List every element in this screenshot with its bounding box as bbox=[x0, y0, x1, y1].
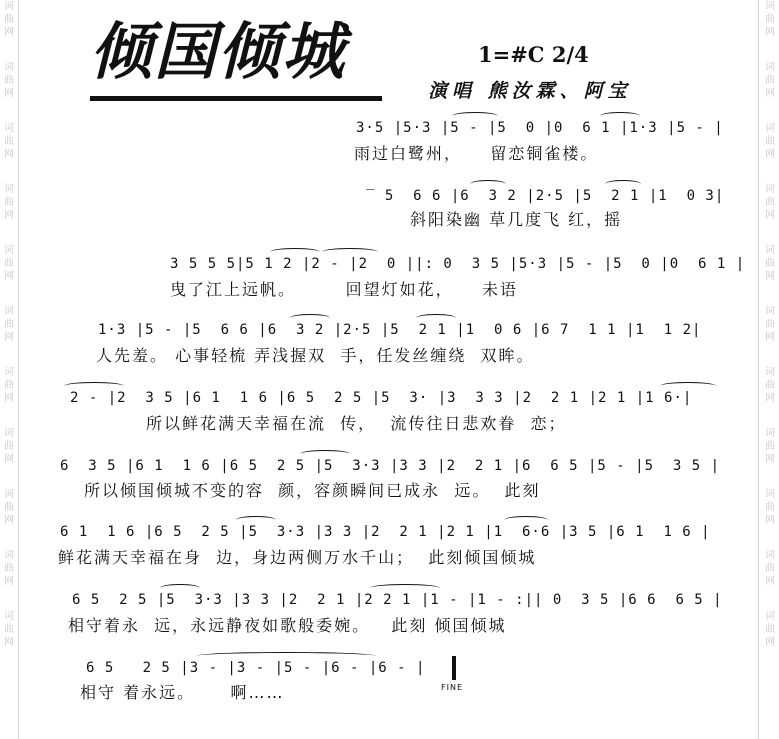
watermark-char: 曲 bbox=[4, 14, 14, 25]
watermark-char: 词 bbox=[765, 367, 775, 378]
watermark-char: 曲 bbox=[765, 502, 775, 513]
right-border-line bbox=[758, 0, 759, 739]
watermark-char: 网 bbox=[4, 27, 14, 38]
watermark-char: 词 bbox=[4, 123, 14, 134]
watermark-char: 词 bbox=[765, 1, 775, 12]
slur-arc bbox=[196, 652, 376, 660]
slur-arc bbox=[64, 382, 124, 390]
watermark-gap bbox=[2, 649, 16, 671]
watermark-char: 曲 bbox=[765, 258, 775, 269]
watermark-char: 曲 bbox=[4, 197, 14, 208]
watermark-char: 词 bbox=[4, 184, 14, 195]
watermark-char: 曲 bbox=[4, 624, 14, 635]
watermark-char: 曲 bbox=[4, 563, 14, 574]
watermark-gap bbox=[2, 222, 16, 244]
notation-line-4: 1·3 |5 - |5 6 6 |6 3 2 |2·5 |5 2 1 |1 0 6 |6 7 1 1 |1 1 2| bbox=[98, 322, 702, 338]
watermark-gap bbox=[2, 161, 16, 183]
watermark-gap bbox=[763, 466, 777, 488]
watermark-char: 网 bbox=[4, 637, 14, 648]
watermark-gap bbox=[2, 39, 16, 61]
watermark-char: 网 bbox=[765, 637, 775, 648]
slur-arc bbox=[605, 180, 641, 188]
right-watermark bbox=[763, 0, 777, 739]
watermark-char: 曲 bbox=[765, 380, 775, 391]
watermark-char: 词 bbox=[4, 489, 14, 500]
watermark-char: 网 bbox=[765, 454, 775, 465]
watermark-gap bbox=[2, 527, 16, 549]
watermark-char: 曲 bbox=[765, 14, 775, 25]
watermark-char: 网 bbox=[765, 210, 775, 221]
watermark-char: 曲 bbox=[4, 502, 14, 513]
watermark-char: 曲 bbox=[4, 258, 14, 269]
notation-line-1: 3·5 |5·3 |5 - |5 0 |0 6 1 |1·3 |5 - | bbox=[356, 120, 724, 136]
watermark-char: 曲 bbox=[4, 136, 14, 147]
watermark-char: 词 bbox=[765, 428, 775, 439]
slur-arc bbox=[236, 516, 276, 524]
slur-arc bbox=[322, 248, 378, 256]
slur-arc bbox=[300, 450, 350, 458]
watermark-char: 词 bbox=[4, 367, 14, 378]
watermark-char: 词 bbox=[765, 611, 775, 622]
watermark-char: 网 bbox=[765, 332, 775, 343]
watermark-gap bbox=[763, 161, 777, 183]
lyric-line-8: 相守着永 远，永远静夜如歌般委婉。 此刻 倾国倾城 bbox=[68, 616, 507, 635]
watermark-gap bbox=[2, 283, 16, 305]
watermark-char: 词 bbox=[765, 62, 775, 73]
slur-arc bbox=[470, 180, 506, 188]
watermark-char: 网 bbox=[4, 393, 14, 404]
watermark-char: 词 bbox=[765, 245, 775, 256]
watermark-char: 曲 bbox=[4, 319, 14, 330]
watermark-char: 网 bbox=[4, 576, 14, 587]
watermark-gap bbox=[763, 283, 777, 305]
watermark-char: 网 bbox=[765, 271, 775, 282]
lyric-line-2: 斜阳染幽 草几度飞 红，摇 bbox=[410, 210, 623, 229]
watermark-char: 词 bbox=[765, 550, 775, 561]
watermark-char: 曲 bbox=[4, 380, 14, 391]
lyric-line-1: 雨过白鹭州， 留恋铜雀楼。 bbox=[354, 144, 599, 163]
notation-line-6: 6 3 5 |6 1 1 6 |6 5 2 5 |5 3·3 |3 3 |2 2 1 |6 6 5 |5 - |5 3 5 | bbox=[60, 458, 721, 474]
watermark-char: 词 bbox=[4, 245, 14, 256]
slur-arc bbox=[160, 584, 200, 592]
watermark-char: 词 bbox=[4, 306, 14, 317]
notation-line-8: 6 5 2 5 |5 3·3 |3 3 |2 2 1 |2 2 1 |1 - |1 - :|| 0 3 5 |6 6 6 5 | bbox=[72, 592, 723, 608]
watermark-char: 曲 bbox=[765, 563, 775, 574]
slur-arc bbox=[416, 314, 456, 322]
notation-line-2: ‾ 5 6 6 |6 3 2 |2·5 |5 2 1 |1 0 3| bbox=[366, 188, 725, 204]
watermark-gap bbox=[2, 100, 16, 122]
title-underline bbox=[90, 96, 382, 101]
watermark-char: 词 bbox=[765, 184, 775, 195]
watermark-gap bbox=[763, 100, 777, 122]
watermark-char: 网 bbox=[4, 271, 14, 282]
watermark-gap bbox=[763, 405, 777, 427]
watermark-char: 网 bbox=[4, 149, 14, 160]
notation-line-3: 3 5 5 5|5 1 2 |2 - |2 0 ||: 0 3 5 |5·3 |5 - |5 0 |0 6 1 | bbox=[170, 256, 746, 272]
watermark-char: 词 bbox=[4, 611, 14, 622]
watermark-char: 曲 bbox=[765, 136, 775, 147]
watermark-char: 网 bbox=[4, 515, 14, 526]
watermark-char: 网 bbox=[765, 515, 775, 526]
watermark-char: 网 bbox=[765, 149, 775, 160]
watermark-gap bbox=[2, 405, 16, 427]
singers: 演唱 熊汝霖、阿宝 bbox=[428, 80, 632, 102]
watermark-gap bbox=[763, 344, 777, 366]
watermark-gap bbox=[2, 588, 16, 610]
notation-line-7: 6 1 1 6 |6 5 2 5 |5 3·3 |3 3 |2 2 1 |2 1 |1 6·6 |3 5 |6 1 1 6 | bbox=[60, 524, 711, 540]
watermark-char: 词 bbox=[4, 550, 14, 561]
watermark-char: 词 bbox=[4, 1, 14, 12]
left-border-line bbox=[18, 0, 19, 739]
watermark-char: 曲 bbox=[4, 75, 14, 86]
watermark-char: 曲 bbox=[4, 441, 14, 452]
lyric-line-5: 所以鲜花满天幸福在流 传， 流传往日悲欢眷 恋； bbox=[146, 414, 567, 433]
watermark-char: 词 bbox=[4, 62, 14, 73]
lyric-line-9: 相守 着永远。 啊…… bbox=[80, 683, 285, 702]
fine-mark: FINE bbox=[441, 683, 463, 692]
slur-arc bbox=[452, 112, 498, 120]
slur-arc bbox=[504, 516, 548, 524]
watermark-char: 曲 bbox=[765, 197, 775, 208]
watermark-char: 网 bbox=[765, 88, 775, 99]
slur-arc bbox=[290, 314, 330, 322]
watermark-char: 词 bbox=[765, 123, 775, 134]
notation-line-9: 6 5 2 5 |3 - |3 - |5 - |6 - |6 - | bbox=[86, 660, 426, 676]
slur-arc bbox=[270, 248, 320, 256]
watermark-char: 网 bbox=[4, 454, 14, 465]
watermark-char: 词 bbox=[765, 306, 775, 317]
watermark-char: 网 bbox=[765, 576, 775, 587]
slur-arc bbox=[600, 112, 640, 120]
lyric-line-3: 曳了江上远帆。 回望灯如花， 未语 bbox=[170, 280, 518, 299]
watermark-gap bbox=[2, 466, 16, 488]
slur-arc bbox=[370, 584, 440, 592]
watermark-char: 曲 bbox=[765, 441, 775, 452]
watermark-gap bbox=[763, 649, 777, 671]
watermark-char: 曲 bbox=[765, 319, 775, 330]
final-barline bbox=[452, 656, 456, 680]
watermark-char: 网 bbox=[4, 332, 14, 343]
song-title: 倾国倾城 bbox=[90, 15, 347, 88]
watermark-char: 网 bbox=[4, 210, 14, 221]
watermark-gap bbox=[763, 39, 777, 61]
watermark-char: 网 bbox=[765, 27, 775, 38]
watermark-gap bbox=[763, 588, 777, 610]
slur-arc bbox=[660, 382, 716, 390]
watermark-gap bbox=[763, 527, 777, 549]
watermark-gap bbox=[2, 344, 16, 366]
watermark-char: 曲 bbox=[765, 624, 775, 635]
key-signature: 1=#C 2/4 bbox=[478, 42, 589, 67]
lyric-line-6: 所以倾国倾城不变的容 颜，容颜瞬间已成永 远。 此刻 bbox=[84, 481, 541, 500]
watermark-char: 词 bbox=[4, 428, 14, 439]
watermark-char: 网 bbox=[765, 393, 775, 404]
watermark-gap bbox=[763, 222, 777, 244]
watermark-char: 曲 bbox=[765, 75, 775, 86]
lyric-line-7: 鲜花满天幸福在身 边，身边两侧万水千山； 此刻倾国倾城 bbox=[58, 548, 537, 567]
lyric-line-4: 人先羞。 心事轻梳 弄浅握双 手，任发丝缠绕 双眸。 bbox=[96, 346, 535, 365]
watermark-char: 词 bbox=[765, 489, 775, 500]
watermark-char: 网 bbox=[4, 88, 14, 99]
left-watermark bbox=[2, 0, 16, 739]
notation-line-5: 2 - |2 3 5 |6 1 1 6 |6 5 2 5 |5 3· |3 3 3 |2 2 1 |2 1 |1 6·| bbox=[70, 390, 693, 406]
